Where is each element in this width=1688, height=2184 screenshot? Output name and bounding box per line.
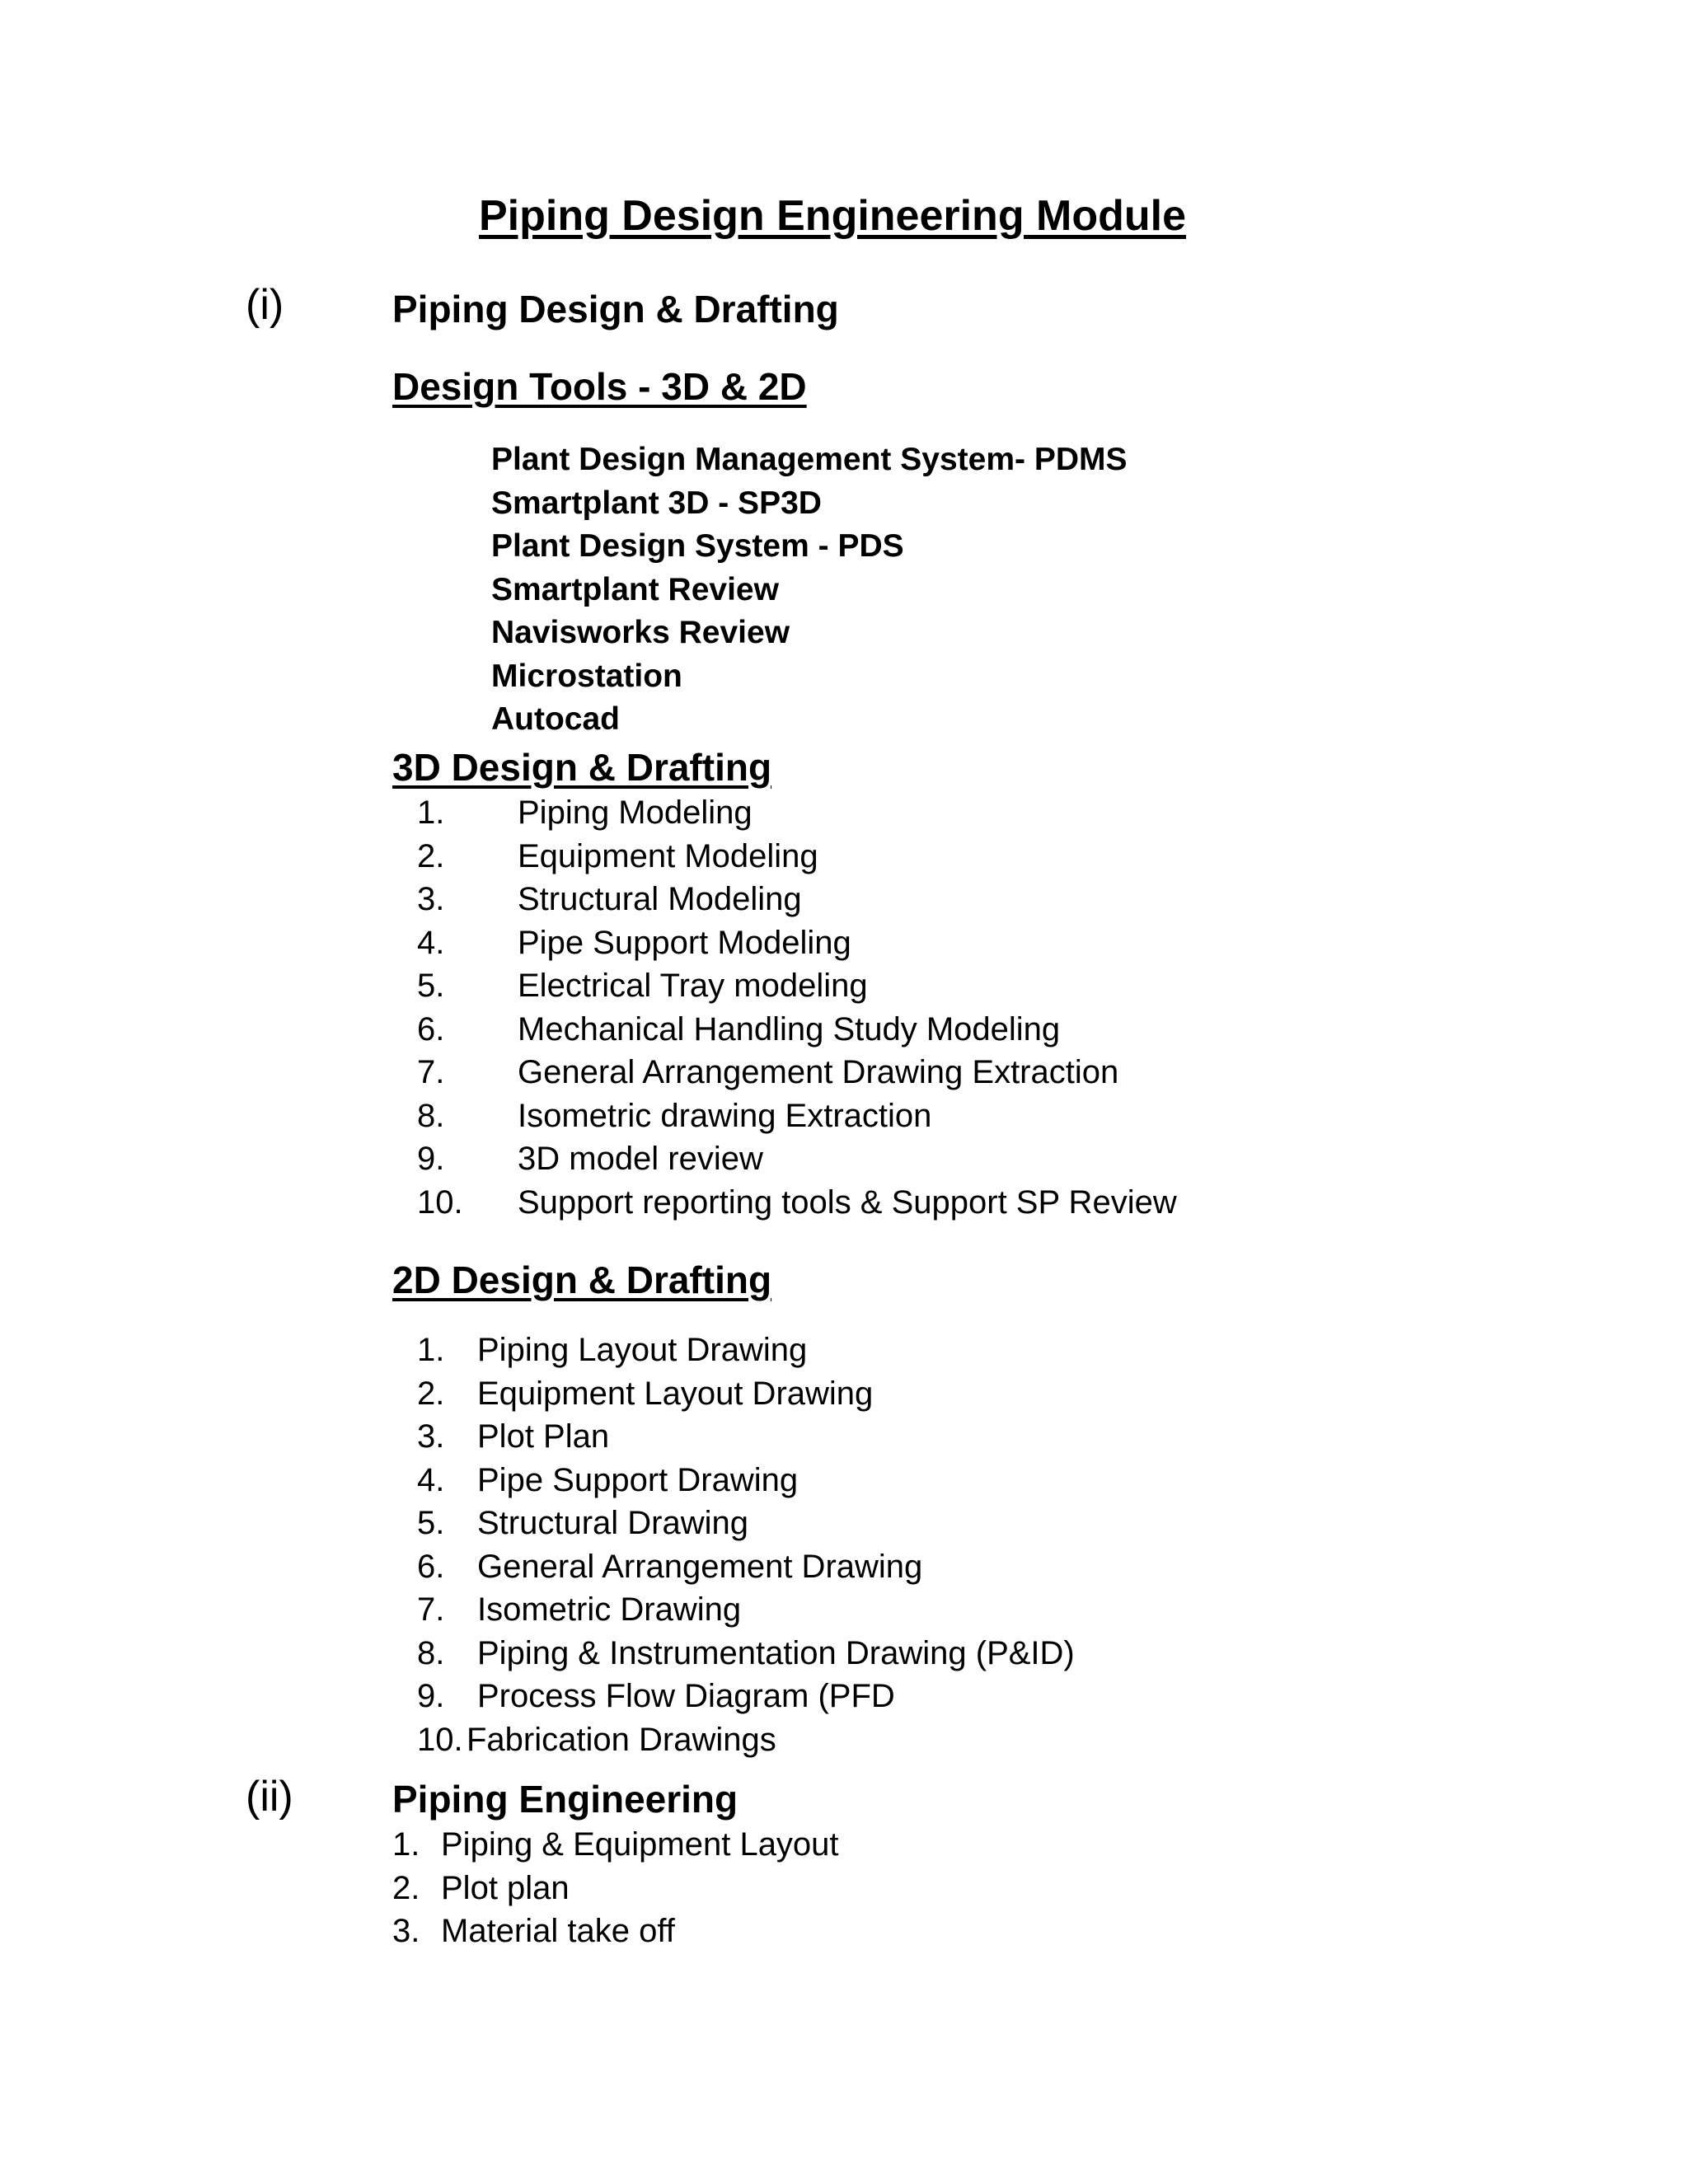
design-tool-item: Navisworks Review (491, 615, 790, 650)
list-item-number: 6. (417, 1010, 445, 1047)
list-item-text: Structural Drawing (477, 1505, 749, 1541)
list-item-text: General Arrangement Drawing (477, 1548, 923, 1585)
list-item-number: 1. (392, 1826, 420, 1863)
list-item-text: 3D model review (518, 1141, 763, 1177)
list-item-number: 5. (417, 1505, 445, 1541)
list-item-number: 4. (417, 924, 445, 961)
list-item-text: Electrical Tray modeling (518, 968, 868, 1004)
section-1-roman-numeral: (i) (246, 281, 284, 329)
list-item-text: Piping & Instrumentation Drawing (P&ID) (477, 1634, 1075, 1671)
list-item-number: 1. (417, 1332, 445, 1368)
design-tool-item: Microstation (491, 658, 682, 694)
list-item-number: 2. (417, 837, 445, 874)
list-item-text: Mechanical Handling Study Modeling (518, 1010, 1061, 1047)
list-item-text: Piping Layout Drawing (477, 1332, 808, 1368)
list-item-number: 3. (417, 881, 445, 917)
list-item-text: Material take off (441, 1913, 675, 1949)
design-tools-heading: Design Tools - 3D & 2D (392, 365, 807, 408)
design-tool-item: Smartplant 3D - SP3D (491, 485, 822, 521)
section-1-heading: Piping Design & Drafting (392, 288, 839, 330)
list-item-text: Piping & Equipment Layout (441, 1826, 839, 1863)
list-item-text: Support reporting tools & Support SP Review (518, 1183, 1177, 1221)
list-item-text: Plot Plan (477, 1418, 610, 1455)
list-item-number: 3. (392, 1913, 420, 1949)
list-item-number: 5. (417, 968, 445, 1004)
design-3d-heading: 3D Design & Drafting (392, 746, 772, 789)
list-item-number: 8. (417, 1097, 445, 1134)
list-item-text: Isometric Drawing (477, 1591, 742, 1628)
list-item-number: 3. (417, 1418, 445, 1455)
list-item-text: Structural Modeling (518, 881, 802, 917)
list-item-number: 8. (417, 1634, 445, 1671)
list-item-number: 9. (417, 1141, 445, 1177)
list-item-text: Equipment Layout Drawing (477, 1375, 874, 1412)
list-item-number: 7. (417, 1591, 445, 1628)
design-tools-list (491, 438, 1128, 742)
design-tool-item: Plant Design Management System- PDMS (491, 442, 1128, 477)
list-item-number: 1. (417, 794, 445, 831)
design-tool-item: Smartplant Review (491, 571, 779, 607)
list-item-number: 4. (417, 1461, 445, 1498)
list-item-text: General Arrangement Drawing Extraction (518, 1054, 1119, 1090)
list-item-number: 7. (417, 1054, 445, 1090)
list-item-text: Pipe Support Drawing (477, 1461, 799, 1498)
section-2-heading: Piping Engineering (392, 1778, 738, 1821)
list-item-number: 6. (417, 1548, 445, 1585)
section-2-roman-numeral: (ii) (246, 1773, 293, 1821)
list-item-text: Equipment Modeling (518, 837, 818, 874)
design-tool-item: Plant Design System - PDS (491, 528, 904, 564)
document-title: Piping Design Engineering Module (478, 192, 1187, 240)
list-item-text: Pipe Support Modeling (518, 924, 851, 961)
list-item-text: Isometric drawing Extraction (518, 1097, 932, 1134)
list-item-number: 2. (392, 1869, 420, 1906)
design-2d-heading: 2D Design & Drafting (392, 1258, 772, 1301)
design-tool-item: Autocad (491, 701, 620, 737)
list-item-number: 9. (417, 1678, 445, 1714)
list-item-text: Plot plan (441, 1869, 570, 1906)
list-item-text: Piping Modeling (518, 794, 753, 831)
list-item-text: Process Flow Diagram (PFD (477, 1678, 895, 1714)
list-item-number: 2. (417, 1375, 445, 1412)
list-item-number: 10. (417, 1721, 463, 1758)
list-item-number: 10. (417, 1183, 463, 1221)
list-item-text: Fabrication Drawings (467, 1721, 776, 1758)
